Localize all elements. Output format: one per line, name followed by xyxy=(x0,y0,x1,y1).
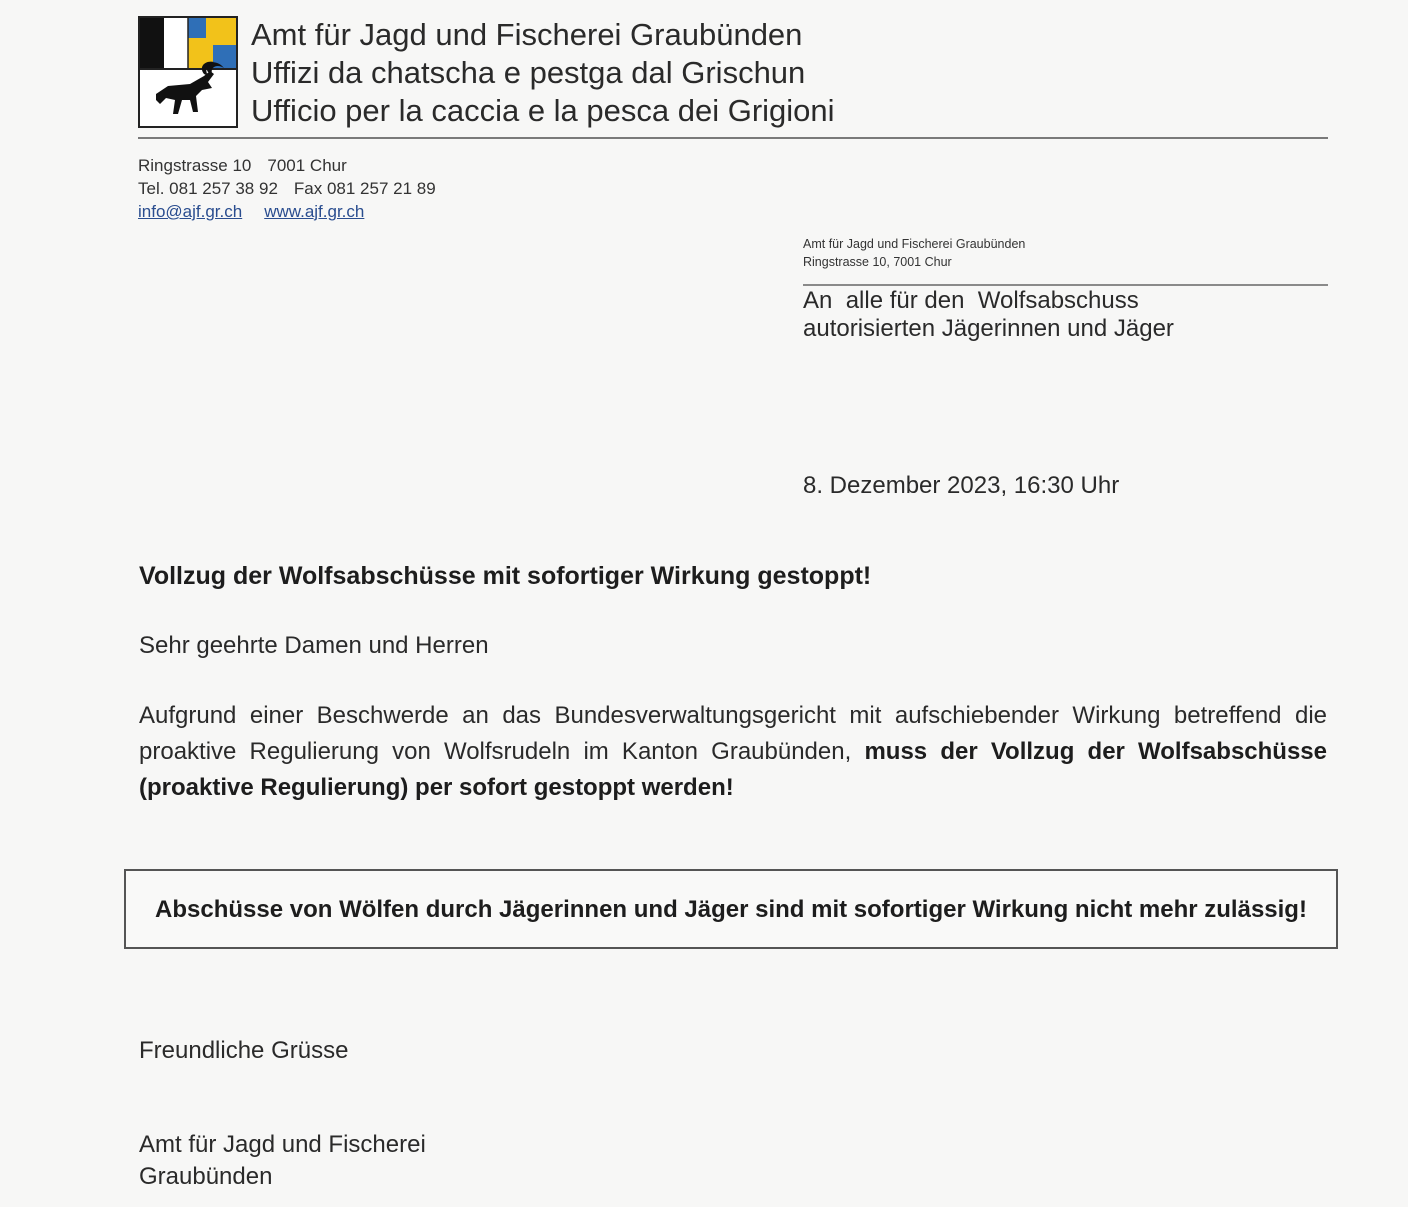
notice-box xyxy=(124,869,1338,949)
letter-date: 8. Dezember 2023, 16:30 Uhr xyxy=(803,472,1120,499)
contact-tel: Tel. 081 257 38 92 xyxy=(138,179,278,198)
letter-subject: Vollzug der Wolfsabschüsse mit sofortiger Wirkung gestoppt! xyxy=(139,562,872,590)
contact-links-row xyxy=(138,200,436,223)
contact-city: 7001 Chur xyxy=(267,156,347,175)
contact-street: Ringstrasse 10 xyxy=(138,156,252,175)
closing-greeting: Freundliche Grüsse xyxy=(139,1037,349,1064)
notice-text: Abschüsse von Wölfen durch Jägerinnen und Jäger sind mit sofortiger Wirkung nicht mehr zulässig! xyxy=(155,895,1307,923)
signature-block xyxy=(139,1129,426,1193)
recipient-line-1: An alle für den Wolfsabschuss xyxy=(803,287,1139,314)
sender-return-address xyxy=(803,235,1025,271)
address-divider xyxy=(803,284,1328,286)
contact-phone-row xyxy=(138,177,436,200)
website-link[interactable]: www.ajf.gr.ch xyxy=(264,202,365,221)
office-name-romansh: Uffizi da chatscha e pestga dal Grischun xyxy=(251,55,806,90)
signature-line-1: Amt für Jagd und Fischerei xyxy=(139,1131,426,1158)
office-name-block xyxy=(251,16,835,130)
body-text-bold: muss der Vollzug der Wolfsabschüsse (proaktive Regulierung) per sofort gestoppt werden! xyxy=(139,738,1328,801)
office-name-german: Amt für Jagd und Fischerei Graubünden xyxy=(251,17,803,52)
sender-street: Ringstrasse 10, 7001 Chur xyxy=(803,255,952,269)
header-divider xyxy=(138,137,1328,139)
office-name-italian: Ufficio per la caccia e la pesca dei Grigioni xyxy=(251,93,835,128)
body-paragraph xyxy=(139,698,1327,806)
recipient-line-2: autorisierten Jägerinnen und Jäger xyxy=(803,315,1174,342)
sender-name: Amt für Jagd und Fischerei Graubünden xyxy=(803,237,1026,251)
email-link[interactable]: info@ajf.gr.ch xyxy=(138,202,243,221)
recipient-address xyxy=(803,287,1174,343)
contact-fax: Fax 081 257 21 89 xyxy=(293,179,436,198)
signature-line-2: Graubünden xyxy=(139,1163,273,1190)
graubuenden-coat-of-arms-icon xyxy=(138,16,238,128)
contact-block xyxy=(138,154,436,223)
salutation: Sehr geehrte Damen und Herren xyxy=(139,632,489,659)
contact-address-row xyxy=(138,154,436,177)
body-text-plain: Aufgrund einer Beschwerde an das Bundesverwaltungsgericht mit aufschiebender Wirkung betreffend die proaktive Regulierung von Wolfsrudeln im Kanton Graubünden, xyxy=(139,702,1327,765)
